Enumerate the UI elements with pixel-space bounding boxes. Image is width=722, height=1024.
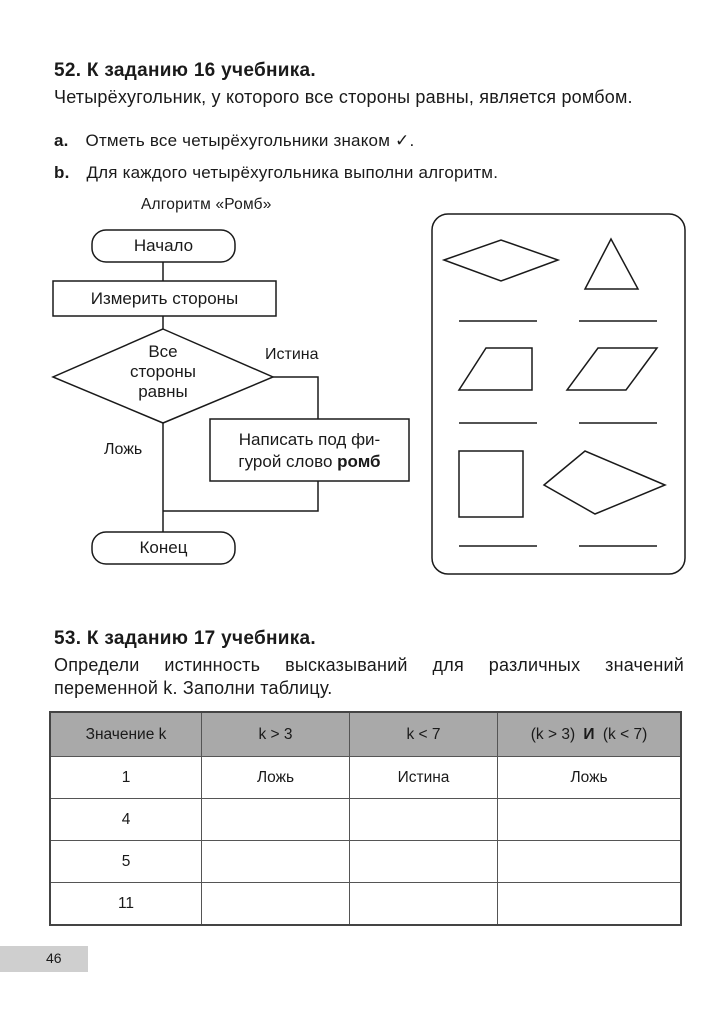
action-line: Написать под фи-	[238, 430, 381, 449]
shape-square	[459, 451, 523, 517]
flowchart-action-return	[163, 481, 318, 511]
flowchart-condition-text	[103, 342, 223, 402]
flowchart-action-text	[210, 429, 409, 473]
action-line	[210, 451, 409, 473]
cell-lt7[interactable]: Истина	[350, 757, 498, 799]
table-header-row	[50, 712, 681, 757]
task-52-intro: Четырёхугольник, у которого все стороны равны, является ромбом.	[54, 87, 633, 107]
shape-trapezoid	[459, 348, 532, 390]
cell-k: 5	[50, 841, 202, 883]
cell-and[interactable]	[498, 841, 682, 883]
flowchart-measure-text: Измерить стороны	[90, 289, 239, 308]
shape-triangle	[585, 239, 638, 289]
header-and-left: (k > 3)	[530, 725, 576, 743]
item-b-text: Для каждого четырёхугольника выполни алгоритм.	[86, 163, 499, 182]
cell-gt3[interactable]	[202, 883, 350, 926]
header-and-right: (k < 7)	[602, 725, 648, 743]
cell-k: 1	[50, 757, 202, 799]
cell-k: 4	[50, 799, 202, 841]
page-number: 46	[46, 950, 62, 966]
flowchart-start-text: Начало	[133, 236, 194, 255]
flowchart-true-branch	[273, 377, 318, 419]
cell-and[interactable]: Ложь	[498, 757, 682, 799]
page-number-tab	[0, 946, 88, 972]
header-and-op: И	[583, 725, 595, 743]
table-row	[50, 799, 681, 841]
algorithm-title: Алгоритм «Ромб»	[141, 196, 272, 213]
item-a-text: Отметь все четырёхугольники знаком ✓.	[85, 131, 415, 150]
shape-parallelogram	[567, 348, 657, 390]
truth-table	[49, 711, 682, 926]
flowchart-false-label: Ложь	[104, 441, 143, 458]
header-lt7: k < 7	[350, 712, 498, 757]
task-52-title: 52. К заданию 16 учебника.	[54, 60, 316, 81]
cell-lt7[interactable]	[350, 799, 498, 841]
header-and	[498, 712, 682, 757]
cell-lt7[interactable]	[350, 883, 498, 926]
action-text: гурой слово	[238, 452, 333, 471]
action-keyword: ромб	[337, 452, 381, 471]
header-gt3: k > 3	[202, 712, 350, 757]
item-a-letter: a.	[54, 131, 69, 150]
cell-and[interactable]	[498, 883, 682, 926]
task-53-title: 53. К заданию 17 учебника.	[54, 628, 316, 649]
header-k: Значение k	[50, 712, 202, 757]
flowchart-end-text: Конец	[139, 538, 188, 557]
condition-line: равны	[138, 382, 188, 401]
cell-gt3[interactable]	[202, 841, 350, 883]
cell-lt7[interactable]	[350, 841, 498, 883]
table-row	[50, 757, 681, 799]
shape-rhombus-2	[544, 451, 665, 514]
item-b-letter: b.	[54, 163, 70, 182]
flowchart-true-label: Истина	[265, 346, 319, 363]
cell-gt3[interactable]	[202, 799, 350, 841]
cell-and[interactable]	[498, 799, 682, 841]
table-row	[50, 883, 681, 926]
shape-rhombus-1	[444, 240, 558, 281]
shapes-panel	[432, 214, 685, 574]
cell-k: 11	[50, 883, 202, 926]
task-53-intro: Определи истинность высказываний для различных значений переменной k. Заполни таблицу.	[54, 655, 684, 698]
cell-gt3[interactable]: Ложь	[202, 757, 350, 799]
table-row	[50, 841, 681, 883]
condition-line: стороны	[129, 362, 197, 381]
condition-line: Все	[148, 342, 178, 361]
